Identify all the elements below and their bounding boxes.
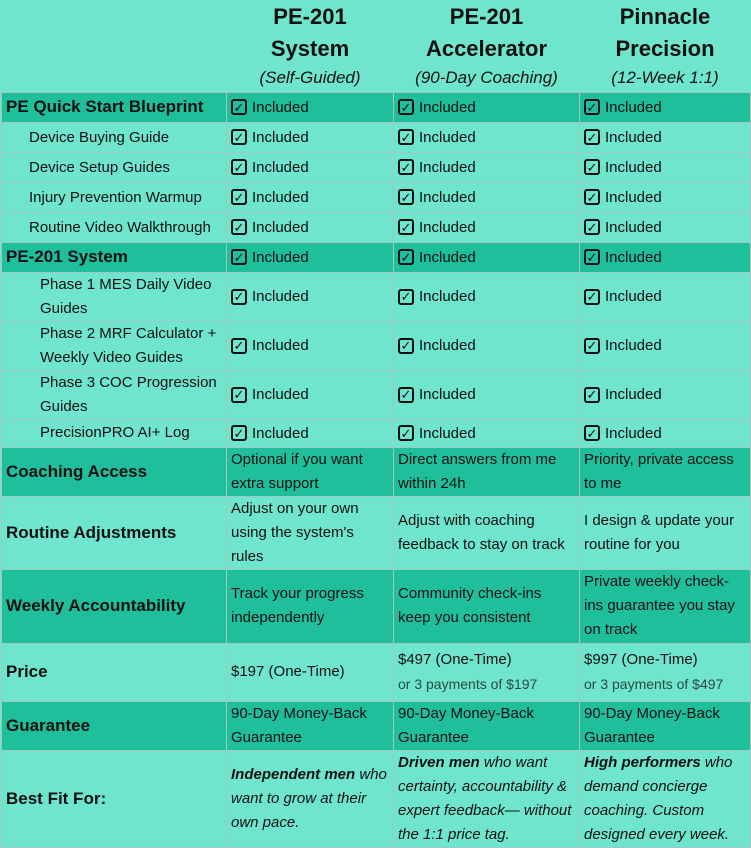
row-best-fit bbox=[2, 750, 751, 847]
cell-included bbox=[227, 152, 394, 182]
included-label: Included bbox=[605, 128, 662, 146]
cell-included bbox=[580, 122, 751, 152]
cell-included bbox=[580, 242, 751, 272]
routine-adjustments-value: Adjust on your own using the system's rules bbox=[227, 496, 394, 569]
cell-included bbox=[227, 212, 394, 242]
column-title-line1: PE-201 bbox=[273, 3, 347, 29]
row-phase3 bbox=[2, 370, 751, 419]
included-label: Included bbox=[605, 248, 662, 266]
column-title-line1: PE-201 bbox=[449, 3, 524, 29]
included-label: Included bbox=[605, 158, 662, 176]
included-label: Included bbox=[419, 424, 476, 442]
row-routine-adjustments bbox=[2, 496, 751, 569]
included-label: Included bbox=[252, 424, 309, 442]
row-label: Injury Prevention Warmup bbox=[2, 182, 227, 212]
included-label: Included bbox=[252, 386, 309, 403]
check-box-icon: ✓ bbox=[398, 159, 414, 175]
included-label: Included bbox=[252, 337, 309, 354]
included-label: Included bbox=[605, 337, 662, 354]
row-quick-start bbox=[2, 92, 751, 122]
included-label: Included bbox=[419, 337, 476, 354]
column-subtitle: (Self-Guided) bbox=[259, 67, 361, 87]
row-label: Weekly Accountability bbox=[2, 569, 227, 643]
row-label: PrecisionPRO AI+ Log bbox=[2, 419, 227, 447]
row-label: Device Buying Guide bbox=[2, 122, 227, 152]
check-box-icon: ✓ bbox=[231, 289, 247, 305]
included-label: Included bbox=[252, 158, 309, 176]
column-title-line2: Precision bbox=[615, 35, 715, 61]
check-box-icon: ✓ bbox=[398, 219, 414, 235]
price-value bbox=[394, 643, 580, 701]
price-amount: $497 (One-Time) bbox=[398, 651, 512, 668]
check-box-icon: ✓ bbox=[584, 189, 600, 205]
coaching-access-value: Optional if you want extra support bbox=[227, 447, 394, 496]
cell-included bbox=[394, 152, 580, 182]
cell-included bbox=[394, 370, 580, 419]
included-label: Included bbox=[419, 128, 476, 146]
cell-included bbox=[394, 242, 580, 272]
included-label: Included bbox=[605, 424, 662, 442]
guarantee-value: 90-Day Money-Back Guarantee bbox=[580, 701, 751, 750]
check-box-icon: ✓ bbox=[584, 159, 600, 175]
check-box-icon: ✓ bbox=[584, 219, 600, 235]
guarantee-value: 90-Day Money-Back Guarantee bbox=[227, 701, 394, 750]
cell-included bbox=[580, 321, 751, 370]
price-installment-note: or 3 payments of $197 bbox=[398, 676, 538, 692]
included-label: Included bbox=[419, 386, 476, 403]
row-label: Routine Adjustments bbox=[2, 496, 227, 569]
check-box-icon: ✓ bbox=[584, 129, 600, 145]
column-subtitle: (90-Day Coaching) bbox=[415, 67, 558, 87]
row-pe201-system bbox=[2, 242, 751, 272]
check-box-icon: ✓ bbox=[584, 425, 600, 441]
row-routine-walkthrough bbox=[2, 212, 751, 242]
weekly-accountability-value: Private weekly check-ins guarantee you stay on track bbox=[580, 569, 751, 643]
check-box-icon: ✓ bbox=[231, 159, 247, 175]
column-header-system bbox=[227, 0, 394, 92]
check-box-icon: ✓ bbox=[398, 99, 414, 115]
row-phase1 bbox=[2, 272, 751, 321]
best-fit-lead: Independent men bbox=[231, 765, 356, 783]
price-installment-note: or 3 payments of $497 bbox=[584, 676, 724, 692]
row-phase2 bbox=[2, 321, 751, 370]
cell-included bbox=[394, 122, 580, 152]
cell-included bbox=[227, 321, 394, 370]
row-coaching-access bbox=[2, 447, 751, 496]
cell-included bbox=[580, 152, 751, 182]
column-title-line2: Accelerator bbox=[425, 35, 548, 61]
header-corner bbox=[2, 0, 227, 92]
cell-included bbox=[227, 370, 394, 419]
included-label: Included bbox=[252, 98, 309, 116]
cell-included bbox=[394, 321, 580, 370]
row-label: Coaching Access bbox=[2, 447, 227, 496]
included-label: Included bbox=[419, 218, 476, 236]
best-fit-rest: who demand concierge coaching. Custom designed every week. bbox=[584, 753, 733, 843]
included-label: Included bbox=[419, 248, 476, 266]
included-label: Included bbox=[419, 98, 476, 116]
cell-included bbox=[227, 182, 394, 212]
check-box-icon: ✓ bbox=[398, 289, 414, 305]
check-box-icon: ✓ bbox=[231, 219, 247, 235]
cell-included bbox=[394, 212, 580, 242]
included-label: Included bbox=[605, 288, 662, 305]
column-header-accelerator bbox=[394, 0, 580, 92]
cell-included bbox=[394, 182, 580, 212]
cell-included bbox=[227, 419, 394, 447]
cell-included bbox=[394, 92, 580, 122]
row-label: Best Fit For: bbox=[2, 750, 227, 847]
included-label: Included bbox=[605, 98, 662, 116]
check-box-icon: ✓ bbox=[584, 249, 600, 265]
column-subtitle: (12-Week 1:1) bbox=[611, 67, 719, 87]
column-title-line2: System bbox=[270, 35, 350, 61]
cell-included bbox=[580, 272, 751, 321]
check-box-icon: ✓ bbox=[584, 387, 600, 403]
check-box-icon: ✓ bbox=[398, 425, 414, 441]
row-label: Phase 1 MES Daily Video Guides bbox=[2, 272, 227, 321]
included-label: Included bbox=[605, 386, 662, 403]
row-device-setup bbox=[2, 152, 751, 182]
included-label: Included bbox=[252, 218, 309, 236]
cell-included bbox=[580, 92, 751, 122]
price-value bbox=[580, 643, 751, 701]
weekly-accountability-value: Track your progress independently bbox=[227, 569, 394, 643]
included-label: Included bbox=[605, 218, 662, 236]
check-box-icon: ✓ bbox=[231, 387, 247, 403]
price-amount: $997 (One-Time) bbox=[584, 651, 698, 668]
coaching-access-value: Direct answers from me within 24h bbox=[394, 447, 580, 496]
row-injury-warmup bbox=[2, 182, 751, 212]
included-label: Included bbox=[252, 288, 309, 305]
row-weekly-accountability bbox=[2, 569, 751, 643]
weekly-accountability-value: Community check-ins keep you consistent bbox=[394, 569, 580, 643]
cell-included bbox=[580, 419, 751, 447]
row-label: Routine Video Walkthrough bbox=[2, 212, 227, 242]
column-title-line1: Pinnacle bbox=[619, 3, 711, 29]
cell-included bbox=[227, 272, 394, 321]
check-box-icon: ✓ bbox=[231, 425, 247, 441]
coaching-access-value: Priority, private access to me bbox=[580, 447, 751, 496]
check-box-icon: ✓ bbox=[584, 289, 600, 305]
cell-included bbox=[580, 370, 751, 419]
best-fit-lead: Driven men bbox=[398, 753, 480, 771]
row-label: Phase 3 COC Progression Guides bbox=[2, 370, 227, 419]
check-box-icon: ✓ bbox=[398, 249, 414, 265]
check-box-icon: ✓ bbox=[584, 99, 600, 115]
row-device-buying bbox=[2, 122, 751, 152]
column-header-precision bbox=[580, 0, 751, 92]
best-fit-lead: High performers bbox=[584, 753, 701, 771]
best-fit-rest: who want to grow at their own pace. bbox=[231, 765, 387, 831]
guarantee-value: 90-Day Money-Back Guarantee bbox=[394, 701, 580, 750]
best-fit-value bbox=[227, 750, 394, 847]
included-label: Included bbox=[419, 158, 476, 176]
price-amount: $197 (One-Time) bbox=[231, 663, 345, 680]
check-box-icon: ✓ bbox=[398, 387, 414, 403]
cell-included bbox=[227, 242, 394, 272]
cell-included bbox=[580, 212, 751, 242]
cell-included bbox=[580, 182, 751, 212]
row-label: Price bbox=[2, 643, 227, 701]
included-label: Included bbox=[419, 188, 476, 206]
row-label: Guarantee bbox=[2, 701, 227, 750]
routine-adjustments-value: Adjust with coaching feedback to stay on track bbox=[394, 496, 580, 569]
check-box-icon: ✓ bbox=[231, 189, 247, 205]
row-label: PE-201 System bbox=[2, 242, 227, 272]
included-label: Included bbox=[419, 288, 476, 305]
row-precisionpro bbox=[2, 419, 751, 447]
best-fit-value bbox=[394, 750, 580, 847]
cell-included bbox=[394, 419, 580, 447]
row-label: PE Quick Start Blueprint bbox=[2, 92, 227, 122]
included-label: Included bbox=[252, 248, 309, 266]
row-label: Device Setup Guides bbox=[2, 152, 227, 182]
check-box-icon: ✓ bbox=[398, 129, 414, 145]
row-label: Phase 2 MRF Calculator + Weekly Video Guides bbox=[2, 321, 227, 370]
check-box-icon: ✓ bbox=[231, 338, 247, 354]
included-label: Included bbox=[252, 128, 309, 146]
routine-adjustments-value: I design & update your routine for you bbox=[580, 496, 751, 569]
cell-included bbox=[394, 272, 580, 321]
check-box-icon: ✓ bbox=[231, 129, 247, 145]
check-box-icon: ✓ bbox=[398, 338, 414, 354]
included-label: Included bbox=[252, 188, 309, 206]
check-box-icon: ✓ bbox=[231, 249, 247, 265]
best-fit-rest: who want certainty, accountability & expert feedback— without the 1:1 price tag. bbox=[398, 753, 572, 843]
included-label: Included bbox=[605, 188, 662, 206]
check-box-icon: ✓ bbox=[584, 338, 600, 354]
best-fit-value bbox=[580, 750, 751, 847]
row-price bbox=[2, 643, 751, 701]
row-guarantee bbox=[2, 701, 751, 750]
cell-included bbox=[227, 92, 394, 122]
pricing-comparison-table bbox=[1, 0, 751, 848]
check-box-icon: ✓ bbox=[231, 99, 247, 115]
check-box-icon: ✓ bbox=[398, 189, 414, 205]
cell-included bbox=[227, 122, 394, 152]
price-value bbox=[227, 643, 394, 701]
